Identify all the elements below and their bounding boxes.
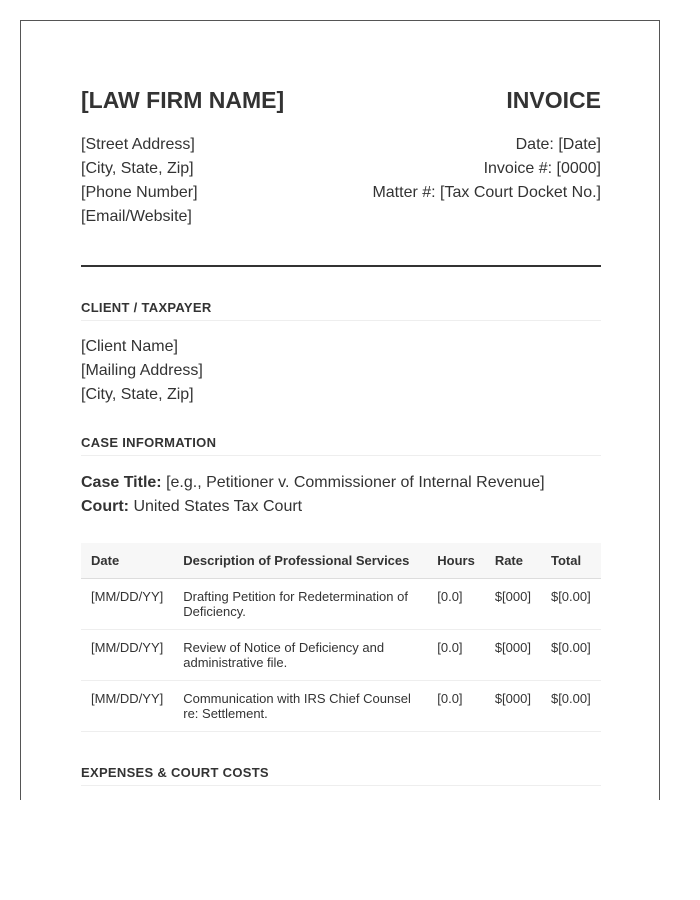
invoice-meta-block	[372, 133, 601, 229]
matter-number-label: Matter #:	[372, 184, 436, 201]
row-hours: [0.0]	[427, 630, 485, 681]
row-rate: $[000]	[485, 630, 541, 681]
table-row	[81, 579, 601, 630]
date-value: [Date]	[558, 136, 601, 153]
header-hours: Hours	[427, 543, 485, 579]
client-mailing-address: [Mailing Address]	[81, 362, 203, 379]
matter-number	[372, 181, 601, 205]
client-section-title: CLIENT / TAXPAYER	[81, 300, 601, 321]
firm-phone: [Phone Number]	[81, 184, 198, 201]
header-details	[81, 133, 601, 229]
services-table-header	[81, 543, 601, 579]
matter-number-value: [Tax Court Docket No.]	[440, 184, 601, 201]
invoice-number	[372, 157, 601, 181]
header-description: Description of Professional Services	[173, 543, 427, 579]
case-section-title: CASE INFORMATION	[81, 435, 601, 456]
firm-address-block	[81, 133, 198, 229]
row-date: [MM/DD/YY]	[81, 579, 173, 630]
row-total: $[0.00]	[541, 681, 601, 732]
date-label: Date:	[515, 136, 554, 153]
invoice-date	[372, 133, 601, 157]
case-info-block	[81, 471, 545, 519]
header-total: Total	[541, 543, 601, 579]
row-description: Drafting Petition for Redetermination of Deficiency.	[173, 579, 427, 630]
row-rate: $[000]	[485, 681, 541, 732]
table-row	[81, 630, 601, 681]
client-info-block	[81, 335, 203, 407]
invoice-number-value: [0000]	[556, 160, 601, 177]
court-value: United States Tax Court	[133, 498, 303, 515]
header-date: Date	[81, 543, 173, 579]
case-title-line	[81, 471, 545, 495]
invoice-header	[81, 85, 601, 115]
court-label: Court:	[81, 498, 129, 515]
table-row	[81, 681, 601, 732]
firm-street: [Street Address]	[81, 136, 195, 153]
invoice-number-label: Invoice #:	[483, 160, 553, 177]
header-divider	[81, 265, 601, 267]
client-city-state-zip: [City, State, Zip]	[81, 386, 194, 403]
firm-city-state-zip: [City, State, Zip]	[81, 160, 194, 177]
row-date: [MM/DD/YY]	[81, 630, 173, 681]
row-total: $[0.00]	[541, 579, 601, 630]
client-name: [Client Name]	[81, 338, 178, 355]
row-hours: [0.0]	[427, 681, 485, 732]
row-hours: [0.0]	[427, 579, 485, 630]
services-table	[81, 543, 601, 732]
invoice-page	[20, 20, 660, 800]
row-total: $[0.00]	[541, 630, 601, 681]
header-rate: Rate	[485, 543, 541, 579]
firm-email-website: [Email/Website]	[81, 208, 192, 225]
row-description: Review of Notice of Deficiency and administrative file.	[173, 630, 427, 681]
case-title-value: [e.g., Petitioner v. Commissioner of Internal Revenue]	[166, 474, 545, 491]
row-date: [MM/DD/YY]	[81, 681, 173, 732]
case-title-label: Case Title:	[81, 474, 162, 491]
court-line	[81, 495, 545, 519]
firm-name: [LAW FIRM NAME]	[81, 87, 285, 113]
document-type-title: INVOICE	[506, 87, 601, 113]
row-description: Communication with IRS Chief Counsel re: Settlement.	[173, 681, 427, 732]
expenses-section-title: EXPENSES & COURT COSTS	[81, 765, 601, 786]
row-rate: $[000]	[485, 579, 541, 630]
